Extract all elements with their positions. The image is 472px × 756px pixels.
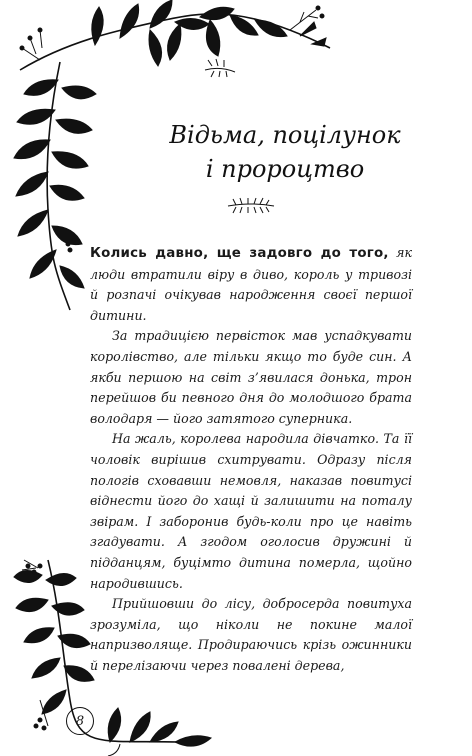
chapter-title-line1: Відьма, поцілунок — [169, 121, 401, 149]
chapter-title-line2: і пророцтво — [205, 155, 365, 183]
chapter-title — [120, 118, 450, 186]
paragraph-4: Прийшовши до лісу, добросерда повитуха зрозуміла, що ніколи не покине малої напризволяще. Продираючись крізь ожинники й перелізаючи через повалені дерева, — [90, 596, 412, 673]
paragraph-2: За традицією первісток мав успадкувати королівство, але тільки якщо то буде син. А якби першою на світ з’явилася донька, трон перейшов би певного дня до молодшого брата володаря — його затятого суперника. — [90, 328, 412, 426]
page-number: 8 — [66, 707, 94, 735]
small-branch-icon — [226, 196, 276, 216]
paragraph-1 — [90, 243, 412, 326]
lead-in: Колись давно, ще задовго до того, — [90, 246, 389, 261]
chapter-body — [90, 243, 412, 676]
paragraph-1-rest: як люди втратили віру в диво, король у тривозі й розпачі очікував народження своєї першої дитини. — [90, 245, 412, 323]
paragraph-3: На жаль, королева народила дівчатко. Та її чоловік вирішив схитрувати. Одразу після пологів сховавши немовля, наказав повитусі віднести його до хащі й залишити на поталу звірам. І заборонив будь-коли про це навіть згадувати. А згодом оголосив дружині й підданцям, буцімто дитина померла, щойно народившись. — [90, 431, 412, 591]
